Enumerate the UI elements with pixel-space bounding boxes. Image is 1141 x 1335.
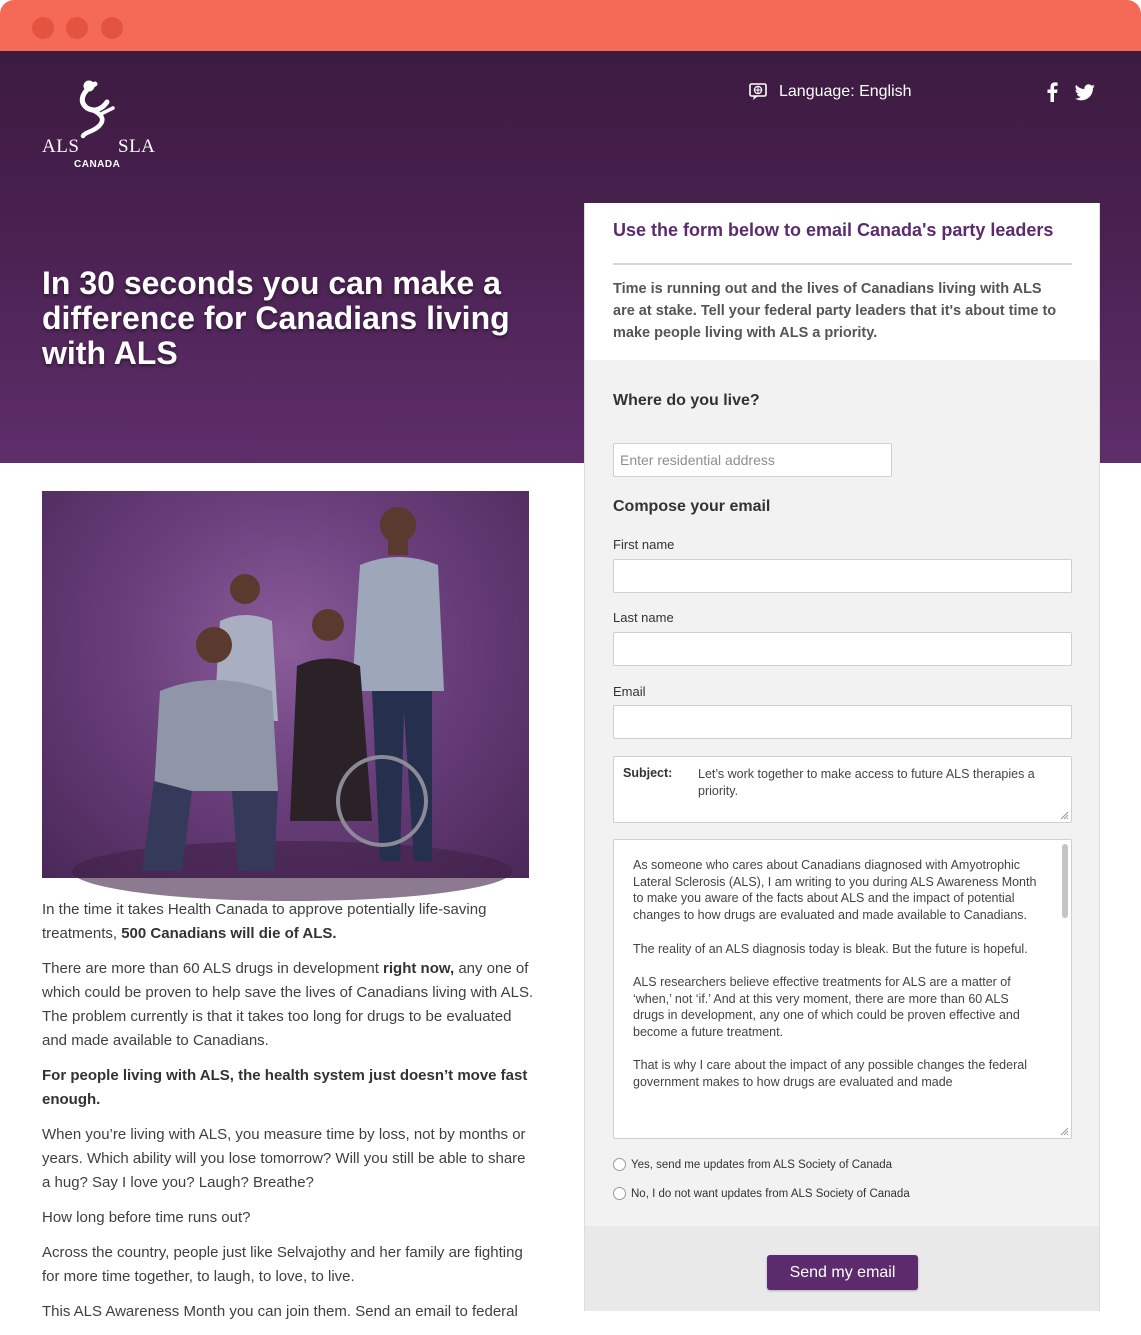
article-paragraph: How long before time runs out? [42, 1209, 251, 1226]
email-form-card [584, 203, 1100, 1311]
article-paragraph: There are more than 60 ALS drugs in development right now, any one of which could be proven to help save the lives of Canadians living with ALS. The problem currently is that it takes too long for drugs to be evaluated and made available to Canadians. [42, 960, 534, 1049]
email-input[interactable] [613, 705, 1072, 739]
resize-handle-icon[interactable] [1059, 810, 1069, 820]
als-canada-logo[interactable] [40, 78, 158, 174]
email-body-paragraph: That is why I care about the impact of any possible changes the federal government makes to how drugs are evaluated and made [633, 1058, 1027, 1090]
logo-figure-icon [73, 78, 127, 142]
last-name-input[interactable] [613, 632, 1072, 666]
minimize-window-button[interactable] [66, 17, 88, 39]
form-footer [585, 1226, 1099, 1311]
email-body-text [633, 857, 1038, 1107]
article-paragraph: This ALS Awareness Month you can join them. Send an email to federal [42, 1303, 518, 1320]
close-window-button[interactable] [32, 17, 54, 39]
window-titlebar [0, 0, 1141, 51]
email-body-paragraph: As someone who cares about Canadians diagnosed with Amyotrophic Lateral Sclerosis (ALS), I am writing to you during ALS Awareness Month to make you aware of the facts about ALS and the impact of potential changes to how drugs are evaluated and made available to Canadians. [633, 858, 1037, 923]
hero-title: In 30 seconds you can make a difference for Canadians living with ALS [42, 265, 510, 371]
email-body-field[interactable] [613, 839, 1072, 1139]
language-selector[interactable] [749, 80, 912, 104]
form-divider [613, 263, 1072, 265]
compose-heading: Compose your email [613, 498, 771, 515]
article-body [42, 898, 534, 1335]
email-body-paragraph: ALS researchers believe effective treatments for ALS are a matter of ‘when,’ not ‘if.’ And at this very moment, there are more than 60 ALS drugs in development, any one of which could be proven effective and become a future treatment. [633, 974, 1020, 1039]
form-intro: Time is running out and the lives of Canadians living with ALS are at stake. Tell your federal party leaders that it's about time to make people living with ALS a priority. [613, 281, 1057, 341]
opt-out-radio[interactable] [613, 1187, 626, 1200]
opt-out-option[interactable] [613, 1187, 910, 1200]
article-paragraph: For people living with ALS, the health system just doesn’t move fast enough. [42, 1067, 528, 1108]
opt-in-label: Yes, send me updates from ALS Society of Canada [631, 1158, 893, 1171]
article-paragraph: When you’re living with ALS, you measure time by loss, not by months or years. Which ability will you lose tomorrow? Will you still be able to share a hug? Say I love you? Laugh? Breathe? [42, 1126, 526, 1191]
opt-in-option[interactable] [613, 1158, 892, 1171]
subject-value: Let’s work together to make access to future ALS therapies a priority. [698, 767, 1035, 798]
maximize-window-button[interactable] [101, 17, 123, 39]
globe-chat-icon [749, 83, 769, 101]
email-body-paragraph: The reality of an ALS diagnosis today is bleak. But the future is hopeful. [633, 941, 1028, 956]
first-name-input[interactable] [613, 559, 1072, 593]
form-title: Use the form below to email Canada's party leaders [613, 220, 1054, 240]
family-photo [42, 491, 529, 878]
logo-canada-text: CANADA [74, 159, 121, 170]
facebook-icon[interactable] [1045, 82, 1059, 102]
email-label: Email [613, 684, 646, 699]
email-body-scrollbar[interactable] [1062, 844, 1068, 918]
subject-field[interactable] [613, 756, 1072, 823]
first-name-label: First name [613, 537, 675, 552]
opt-in-radio[interactable] [613, 1158, 626, 1171]
logo-als-text: ALS [42, 136, 80, 157]
article-paragraph: Across the country, people just like Selvajothy and her family are fighting for more time together, to laugh, to love, to live. [42, 1244, 523, 1285]
twitter-icon[interactable] [1075, 84, 1095, 101]
opt-out-label: No, I do not want updates from ALS Society of Canada [631, 1187, 910, 1200]
subject-label: Subject: [623, 766, 673, 780]
where-heading: Where do you live? [613, 392, 760, 409]
logo-sla-text: SLA [118, 136, 156, 157]
form-header [585, 203, 1099, 360]
send-email-button[interactable]: Send my email [767, 1255, 918, 1290]
last-name-label: Last name [613, 610, 674, 625]
resize-handle-icon[interactable] [1059, 1126, 1069, 1136]
article-paragraph: In the time it takes Health Canada to approve potentially life-saving treatments, 500 Canadians will die of ALS. [42, 901, 487, 942]
address-input[interactable] [613, 443, 892, 477]
language-label: Language: English [779, 83, 912, 100]
